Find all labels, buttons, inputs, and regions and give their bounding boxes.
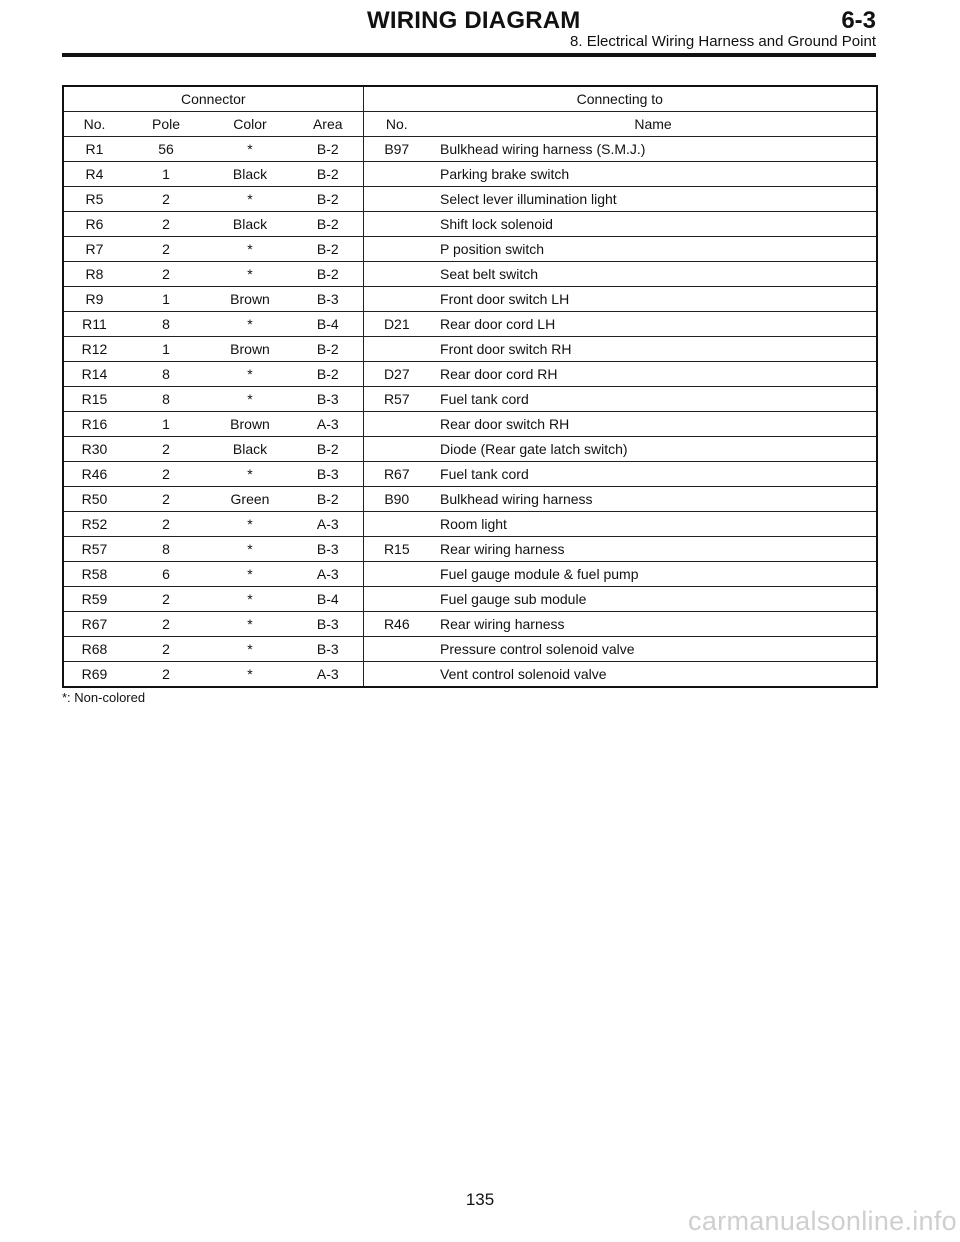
page-number: 135	[465, 1190, 495, 1209]
cell-color: *	[207, 587, 293, 612]
cell-name: Rear door switch RH	[430, 412, 877, 437]
watermark: carmanualsonline.info	[688, 1206, 957, 1236]
col-header-connecting-no: No.	[363, 112, 430, 137]
cell-color: *	[207, 662, 293, 688]
cell-no: R8	[63, 262, 125, 287]
col-header-area: Area	[293, 112, 363, 137]
cell-color: *	[207, 387, 293, 412]
page-header	[62, 0, 876, 58]
cell-conn-no: D27	[363, 362, 430, 387]
cell-no: R58	[63, 562, 125, 587]
cell-conn-no	[363, 637, 430, 662]
cell-name: Front door switch LH	[430, 287, 877, 312]
cell-no: R1	[63, 137, 125, 162]
cell-color: Black	[207, 212, 293, 237]
cell-pole: 2	[125, 662, 207, 688]
table-row	[63, 312, 877, 337]
cell-no: R50	[63, 487, 125, 512]
cell-pole: 2	[125, 462, 207, 487]
cell-pole: 2	[125, 437, 207, 462]
table-row	[63, 387, 877, 412]
cell-area: B-2	[293, 362, 363, 387]
cell-no: R4	[63, 162, 125, 187]
cell-conn-no: D21	[363, 312, 430, 337]
cell-color: *	[207, 462, 293, 487]
cell-area: B-3	[293, 287, 363, 312]
cell-area: B-3	[293, 637, 363, 662]
cell-pole: 8	[125, 537, 207, 562]
cell-area: A-3	[293, 662, 363, 688]
cell-pole: 2	[125, 512, 207, 537]
cell-color: *	[207, 512, 293, 537]
cell-name: P position switch	[430, 237, 877, 262]
cell-color: *	[207, 237, 293, 262]
cell-no: R15	[63, 387, 125, 412]
table-row	[63, 287, 877, 312]
cell-color: Brown	[207, 337, 293, 362]
cell-no: R67	[63, 612, 125, 637]
cell-conn-no: B97	[363, 137, 430, 162]
col-header-color: Color	[207, 112, 293, 137]
cell-color: *	[207, 312, 293, 337]
cell-name: Diode (Rear gate latch switch)	[430, 437, 877, 462]
page-title: WIRING DIAGRAM	[367, 7, 581, 34]
table-row	[63, 237, 877, 262]
cell-name: Shift lock solenoid	[430, 212, 877, 237]
cell-color: *	[207, 537, 293, 562]
cell-no: R14	[63, 362, 125, 387]
section-number: 6-3	[841, 7, 876, 34]
cell-area: B-4	[293, 587, 363, 612]
cell-area: B-2	[293, 237, 363, 262]
cell-area: B-2	[293, 137, 363, 162]
cell-pole: 1	[125, 337, 207, 362]
cell-no: R57	[63, 537, 125, 562]
cell-color: *	[207, 187, 293, 212]
cell-pole: 2	[125, 612, 207, 637]
table-row	[63, 162, 877, 187]
cell-name: Rear door cord LH	[430, 312, 877, 337]
cell-name: Parking brake switch	[430, 162, 877, 187]
cell-pole: 2	[125, 587, 207, 612]
col-header-pole: Pole	[125, 112, 207, 137]
cell-area: B-2	[293, 487, 363, 512]
cell-area: A-3	[293, 562, 363, 587]
cell-no: R12	[63, 337, 125, 362]
cell-no: R59	[63, 587, 125, 612]
cell-pole: 56	[125, 137, 207, 162]
section-subtitle: 8. Electrical Wiring Harness and Ground Point	[570, 33, 876, 50]
cell-no: R16	[63, 412, 125, 437]
cell-area: B-3	[293, 387, 363, 412]
group-header-row	[63, 86, 877, 112]
table-row	[63, 562, 877, 587]
cell-no: R6	[63, 212, 125, 237]
cell-conn-no: R57	[363, 387, 430, 412]
cell-no: R11	[63, 312, 125, 337]
cell-area: A-3	[293, 412, 363, 437]
cell-area: B-3	[293, 612, 363, 637]
cell-color: Brown	[207, 287, 293, 312]
table-row	[63, 412, 877, 437]
connector-group-header: Connector	[63, 86, 363, 112]
table-row	[63, 512, 877, 537]
cell-no: R46	[63, 462, 125, 487]
cell-area: B-2	[293, 162, 363, 187]
table-body	[63, 137, 877, 688]
table-row	[63, 262, 877, 287]
table-row	[63, 637, 877, 662]
table-row	[63, 487, 877, 512]
cell-color: Brown	[207, 412, 293, 437]
cell-area: B-2	[293, 212, 363, 237]
table-row	[63, 137, 877, 162]
cell-no: R52	[63, 512, 125, 537]
cell-pole: 1	[125, 412, 207, 437]
cell-color: *	[207, 262, 293, 287]
cell-name: Bulkhead wiring harness	[430, 487, 877, 512]
cell-name: Fuel gauge sub module	[430, 587, 877, 612]
cell-pole: 2	[125, 262, 207, 287]
cell-name: Fuel tank cord	[430, 462, 877, 487]
cell-name: Rear door cord RH	[430, 362, 877, 387]
cell-conn-no	[363, 262, 430, 287]
cell-name: Fuel tank cord	[430, 387, 877, 412]
table-row	[63, 587, 877, 612]
cell-no: R9	[63, 287, 125, 312]
cell-area: B-2	[293, 187, 363, 212]
cell-conn-no	[363, 412, 430, 437]
table-row	[63, 362, 877, 387]
cell-conn-no	[363, 587, 430, 612]
cell-color: Black	[207, 437, 293, 462]
table-row	[63, 212, 877, 237]
table-row	[63, 462, 877, 487]
cell-color: *	[207, 137, 293, 162]
cell-pole: 1	[125, 162, 207, 187]
cell-name: Bulkhead wiring harness (S.M.J.)	[430, 137, 877, 162]
cell-no: R7	[63, 237, 125, 262]
cell-name: Rear wiring harness	[430, 612, 877, 637]
cell-area: B-2	[293, 437, 363, 462]
cell-pole: 2	[125, 637, 207, 662]
cell-area: B-4	[293, 312, 363, 337]
header-divider	[62, 53, 876, 57]
cell-area: B-3	[293, 462, 363, 487]
cell-name: Room light	[430, 512, 877, 537]
cell-conn-no: R67	[363, 462, 430, 487]
cell-pole: 2	[125, 487, 207, 512]
cell-conn-no: R15	[363, 537, 430, 562]
cell-name: Vent control solenoid valve	[430, 662, 877, 688]
cell-pole: 8	[125, 362, 207, 387]
cell-no: R5	[63, 187, 125, 212]
cell-conn-no	[363, 237, 430, 262]
cell-area: B-2	[293, 337, 363, 362]
cell-area: B-2	[293, 262, 363, 287]
cell-area: A-3	[293, 512, 363, 537]
table-row	[63, 337, 877, 362]
cell-name: Select lever illumination light	[430, 187, 877, 212]
cell-color: Green	[207, 487, 293, 512]
col-header-no: No.	[63, 112, 125, 137]
cell-color: *	[207, 612, 293, 637]
connecting-to-group-header: Connecting to	[363, 86, 877, 112]
cell-conn-no	[363, 162, 430, 187]
cell-conn-no: B90	[363, 487, 430, 512]
cell-area: B-3	[293, 537, 363, 562]
cell-conn-no	[363, 187, 430, 212]
cell-color: *	[207, 637, 293, 662]
col-header-name: Name	[430, 112, 877, 137]
cell-color: *	[207, 562, 293, 587]
cell-name: Front door switch RH	[430, 337, 877, 362]
connector-table	[62, 85, 878, 688]
cell-name: Rear wiring harness	[430, 537, 877, 562]
cell-no: R69	[63, 662, 125, 688]
cell-conn-no	[363, 437, 430, 462]
cell-color: Black	[207, 162, 293, 187]
cell-conn-no	[363, 287, 430, 312]
cell-no: R68	[63, 637, 125, 662]
table-row	[63, 187, 877, 212]
cell-conn-no	[363, 512, 430, 537]
cell-name: Seat belt switch	[430, 262, 877, 287]
cell-pole: 2	[125, 212, 207, 237]
cell-pole: 8	[125, 312, 207, 337]
cell-name: Fuel gauge module & fuel pump	[430, 562, 877, 587]
cell-pole: 2	[125, 187, 207, 212]
cell-conn-no	[363, 562, 430, 587]
column-header-row	[63, 112, 877, 137]
cell-no: R30	[63, 437, 125, 462]
cell-conn-no	[363, 212, 430, 237]
cell-pole: 2	[125, 237, 207, 262]
table-row	[63, 612, 877, 637]
table-row	[63, 662, 877, 688]
cell-conn-no	[363, 337, 430, 362]
cell-name: Pressure control solenoid valve	[430, 637, 877, 662]
table-row	[63, 437, 877, 462]
connector-table-container	[62, 85, 876, 705]
cell-color: *	[207, 362, 293, 387]
cell-pole: 8	[125, 387, 207, 412]
footnote: *: Non-colored	[62, 690, 146, 705]
cell-pole: 1	[125, 287, 207, 312]
table-row	[63, 537, 877, 562]
cell-conn-no: R46	[363, 612, 430, 637]
cell-conn-no	[363, 662, 430, 688]
cell-pole: 6	[125, 562, 207, 587]
